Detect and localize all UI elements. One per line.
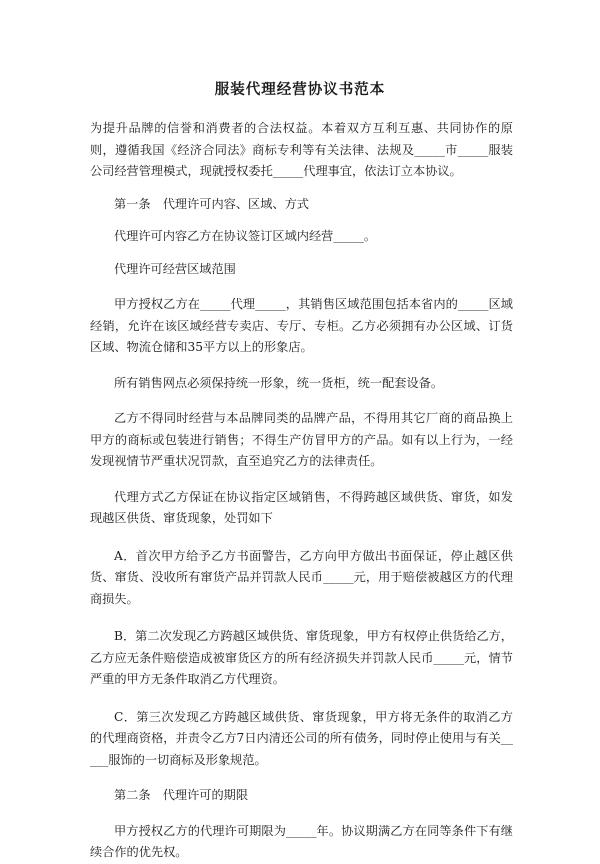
paragraph-region-scope: 甲方授权乙方在_____代理_____，其销售区域范围包括本省内的_____区域经销，允许在该区域经营专卖店、专厅、专柜。乙方必须拥有办公区域、订货区域、物流仓储和35平方以上的形象店。 [90,297,513,354]
document-title: 服装代理经营协议书范本 [214,81,386,98]
paragraph-license-term: 甲方授权乙方的代理许可期限为_____年。协议期满乙方在同等条件下有继续合作的优先权。 [90,823,513,859]
paragraph-region-heading: 代理许可经营区域范围 [114,261,236,276]
paragraph-penalty-b: B．第二次发现乙方跨越区域供货、窜货现象，甲方有权停止供货给乙方，乙方应无条件赔偿造成被窜货区方的所有经济损失并罚款人民币_____元，情节严重的甲方无条件取消乙方代理资。 [90,629,513,686]
paragraph-preamble: 为提升品牌的信誉和消费者的合法权益。本着双方互利互惠、共同协作的原则，遵循我国《经济合同法》商标专利等有关法律、法规及_____市_____服装公司经营管理模式，现就授权委托_____代理事宜，依法订立本协议。 [90,121,513,178]
paragraph-penalty-c: C．第三次发现乙方跨越区域供货、窜货现象，甲方将无条件的取消乙方的代理商资格，并责令乙方7日内清还公司的所有债务，同时停止使用与有关_____服饰的一切商标及形象规范。 [90,709,513,767]
paragraph-license-content: 代理许可内容乙方在协议签订区域内经营_____。 [114,229,377,243]
article-1-heading: 第一条 代理许可内容、区域、方式 [114,196,309,211]
paragraph-penalty-a: A．首次甲方给予乙方书面警告，乙方向甲方做出书面保证，停止越区供货、窜货、没收所有窜货产品并罚款人民币_____元，用于赔偿被越区方的代理商损失。 [90,548,513,606]
document-body [90,118,513,864]
article-2-heading: 第二条 代理许可的期限 [114,788,249,802]
paragraph-sales-method: 代理方式乙方保证在协议指定区域销售，不得跨越区域供货、窜货，如发现越区供货、窜货现象，处罚如下 [90,489,513,525]
paragraph-exclusivity: 乙方不得同时经营与本品牌同类的品牌产品，不得用其它厂商的商品换上甲方的商标或包装进行销售；不得生产仿冒甲方的产品。如有以上行为，一经发现视情节严重状况罚款，直至追究乙方的法律责任。 [90,411,513,468]
paragraph-unified-image: 所有销售网点必须保持统一形象，统一货柜，统一配套设备。 [114,375,444,390]
